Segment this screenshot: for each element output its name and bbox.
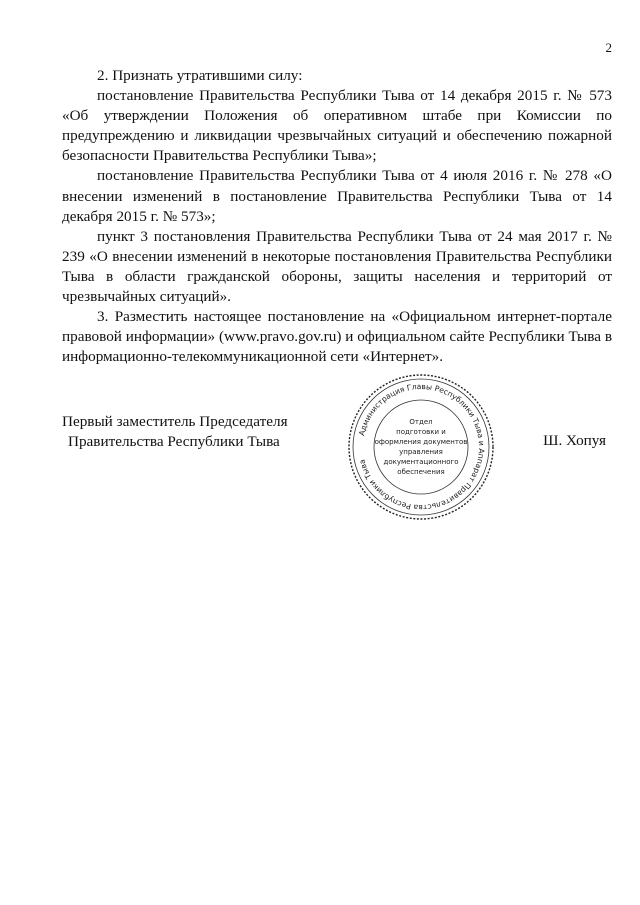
official-stamp — [346, 372, 496, 522]
signer-title-line2: Правительства Республики Тыва — [68, 433, 280, 450]
document-body — [62, 66, 612, 367]
signer-title-line1: Первый заместитель Председателя — [62, 413, 288, 430]
stamp-center-line: обеспечения — [397, 468, 445, 476]
stamp-ring-text: Администрация Главы Республики Тыва и Аппарат Правительства Республики Тыва — [357, 381, 487, 513]
stamp-center-line: подготовки и — [396, 428, 446, 436]
page-number: 2 — [605, 40, 612, 55]
stamp-center-line: документационного — [383, 458, 459, 466]
signer-name: Ш. Хопуя — [543, 432, 606, 449]
paragraph-repealed-239: пункт 3 постановления Правительства Республики Тыва от 24 мая 2017 г. № 239 «О внесении изменений в некоторые постановления Правительства Республики Тыва в области гражданской обороны, защиты населения и территорий от чрезвычайных ситуаций». — [62, 227, 612, 306]
signature-block — [62, 412, 288, 452]
stamp-center-line: Отдел — [409, 418, 433, 426]
paragraph-item-3: 3. Разместить настоящее постановление на «Официальном интернет-портале правовой информации» (www.pravo.gov.ru) и официальном сайте Республики Тыва в информационно-телекоммуникационной сети «Интернет». — [62, 308, 612, 366]
paragraph-repealed-573: постановление Правительства Республики Тыва от 14 декабря 2015 г. № 573 «Об утверждении Положения об оперативном штабе при Комиссии по предупреждению и ликвидации чрезвычайных ситуаций и обеспечению пожарной безопасности Правительства Республики Тыва»; — [62, 87, 612, 165]
stamp-center-line: оформления документов — [374, 438, 468, 446]
stamp-center-line: управления — [399, 448, 443, 456]
paragraph-item-2: 2. Признать утратившими силу: — [97, 67, 303, 84]
paragraph-repealed-278: постановление Правительства Республики Тыва от 4 июля 2016 г. № 278 «О внесении изменений в постановление Правительства Республики Тыва от 14 декабря 2015 г. № 573»; — [62, 167, 612, 225]
